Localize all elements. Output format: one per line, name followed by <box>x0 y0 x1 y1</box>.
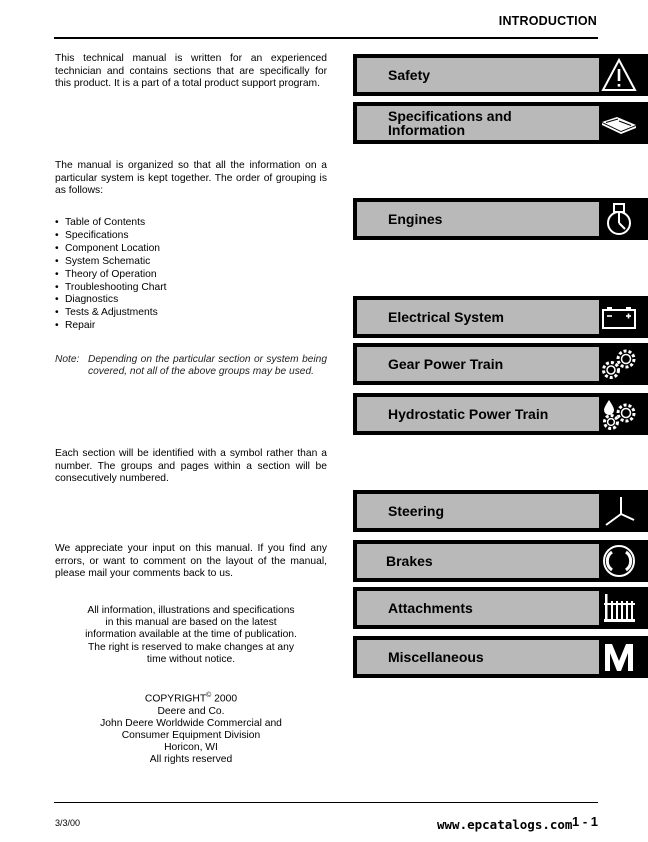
battery-icon <box>601 299 637 335</box>
intro-paragraph-3: Each section will be identified with a symbol rather than a number. The groups and pages within a section will be consecutively numbered. <box>55 448 327 485</box>
section-tab-label: Attachments <box>388 600 473 616</box>
section-tab-engines[interactable] <box>353 198 648 240</box>
copyright-rights: All rights reserved <box>149 754 233 766</box>
steering-icon <box>601 493 637 529</box>
section-tab-label: Steering <box>388 503 445 519</box>
section-tab-brakes[interactable] <box>353 540 648 582</box>
intro-paragraph-4: We appreciate your input on this manual. If you find any errors, or want to comment on the layout of the manual, please mail your comments back to us. <box>55 543 327 580</box>
header-rule <box>54 37 598 39</box>
list-item: • System Schematic <box>55 256 167 269</box>
section-tab-label: Miscellaneous <box>388 649 484 665</box>
list-item: • Component Location <box>55 243 167 256</box>
attachments-icon <box>601 590 637 626</box>
list-item: • Table of Contents <box>55 217 167 230</box>
section-tab-attachments[interactable] <box>353 587 648 629</box>
copyright-company: Deere and Co. <box>157 705 225 717</box>
hydrostatic-gears-icon <box>601 396 637 432</box>
footer-rule <box>54 802 598 803</box>
list-item: • Theory of Operation <box>55 269 167 282</box>
gears-icon <box>601 346 637 382</box>
note-label: Note: <box>55 354 80 365</box>
note <box>55 354 327 378</box>
footer-date: 3/3/00 <box>55 818 81 828</box>
section-tab-label: Electrical System <box>388 309 504 325</box>
section-tab-hydrostatic[interactable] <box>353 393 648 435</box>
section-tab-label: Safety <box>388 67 431 83</box>
copyright-division-1: John Deere Worldwide Commercial and <box>100 717 282 729</box>
section-tab-label: Gear Power Train <box>388 356 504 372</box>
section-tab-specifications[interactable] <box>353 102 648 144</box>
engine-piston-icon <box>601 201 637 237</box>
section-tab-electrical[interactable] <box>353 296 648 338</box>
section-tab-gear-power-train[interactable] <box>353 343 648 385</box>
copyright-location: Horicon, WI <box>164 742 218 754</box>
section-tab-safety[interactable] <box>353 54 648 96</box>
copyright-block <box>55 690 327 767</box>
list-item: • Specifications <box>55 230 167 243</box>
watermark: www.epcatalogs.com <box>437 817 573 832</box>
brake-drum-icon <box>601 543 637 579</box>
list-item: • Repair <box>55 320 167 333</box>
open-book-icon <box>601 105 637 141</box>
section-tab-label: Brakes <box>386 553 433 569</box>
intro-paragraph-2: The manual is organized so that all the information on a particular system is kept together. The order of grouping is as follows: <box>55 160 327 197</box>
section-tab-miscellaneous[interactable] <box>353 636 648 678</box>
page-title: INTRODUCTION <box>498 14 597 28</box>
copyright-line: COPYRIGHT© 2000 <box>144 692 238 705</box>
group-list <box>55 217 167 333</box>
disclaimer: All information, illustrations and specifications in this manual are based on the latest information available at the time of publication. The right is reserved to make changes at any time without notice. <box>85 605 297 665</box>
miscellaneous-m-icon <box>601 639 637 675</box>
list-item: • Tests & Adjustments <box>55 307 167 320</box>
copyright-division-2: Consumer Equipment Division <box>121 730 261 742</box>
page-number: 1 - 1 <box>571 814 598 829</box>
list-item: • Troubleshooting Chart <box>55 282 167 295</box>
intro-paragraph-1: This technical manual is written for an experienced technician and contains sections that are specifically for this product. It is a part of a total product support program. <box>55 53 327 90</box>
section-tab-label: Specifications and Information <box>388 108 512 138</box>
section-tab-steering[interactable] <box>353 490 648 532</box>
warning-triangle-icon <box>601 57 637 93</box>
note-text: Depending on the particular section or system being covered, not all of the above groups may be used. <box>88 354 327 378</box>
section-tab-label: Engines <box>388 211 443 227</box>
section-tab-label: Hydrostatic Power Train <box>388 406 549 422</box>
list-item: • Diagnostics <box>55 294 167 307</box>
